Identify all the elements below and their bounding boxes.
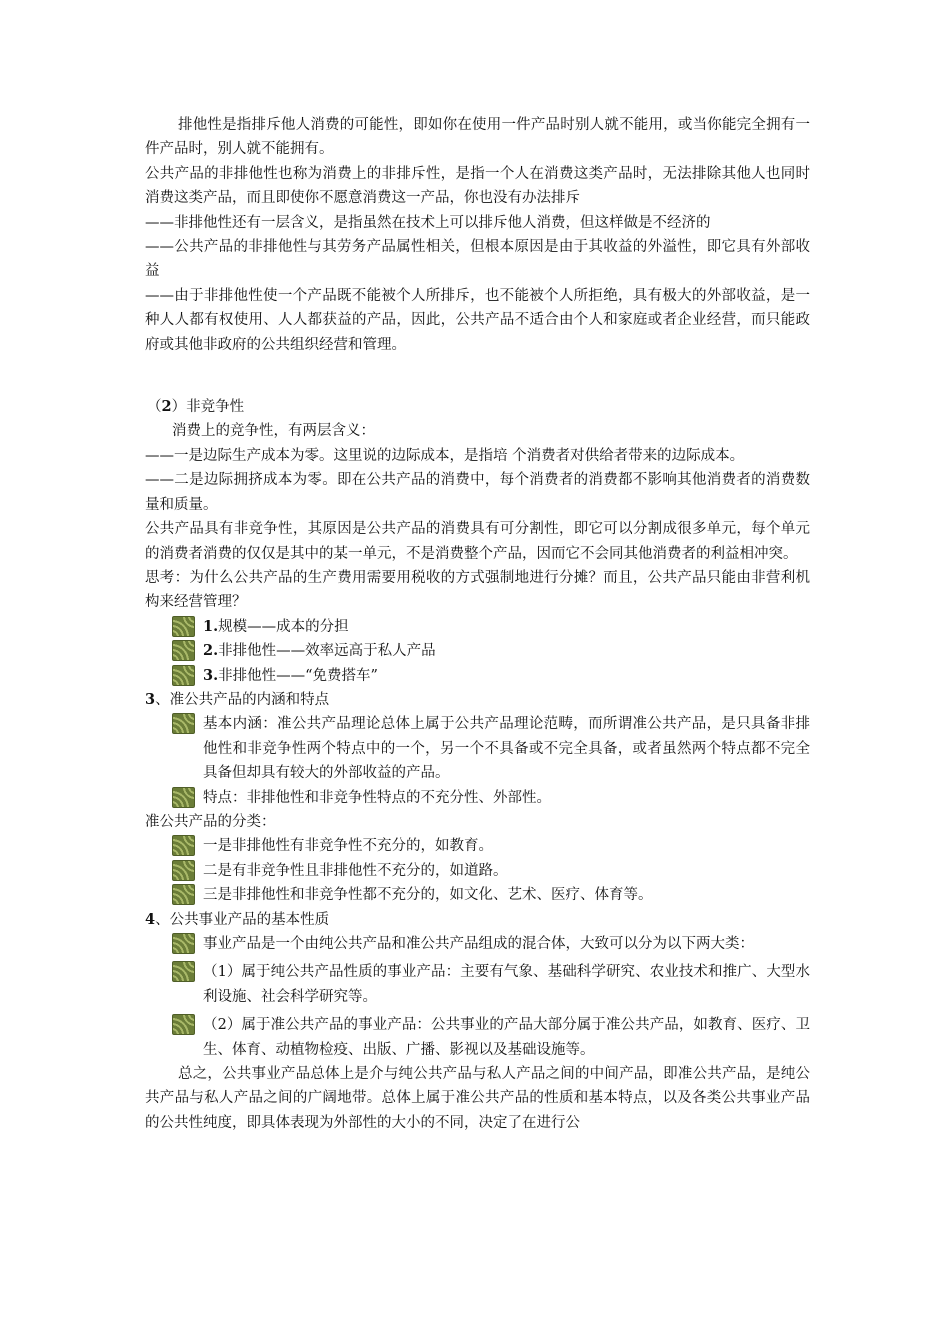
bullet-text: 特点：非排他性和非竞争性特点的不充分性、外部性。 [203,789,551,806]
green-patterned-square-icon [172,835,195,856]
heading-classification: 准公共产品的分类： [145,813,276,830]
paragraph-rivalry-intro: 消费上的竞争性，有两层含义： [172,423,375,440]
bullet-text: 二是有非竞争性且非排他性不充分的，如道路。 [203,862,508,879]
paragraph-thinking-question: 思考：为什么公共产品的生产费用需要用税收的方式强制地进行分摊？而且，公共产品只能由非营利机构来经营管理？ [145,569,810,611]
green-patterned-square-icon [172,665,195,686]
heading-number: 2 [161,398,172,416]
bullet-text [203,664,810,688]
green-patterned-square-icon [172,860,195,881]
bullet-text [203,615,810,639]
list-item [145,712,810,785]
list-item [145,615,810,639]
green-patterned-square-icon [172,640,195,661]
document-page [145,113,810,1135]
heading-non-rivalry [145,395,810,419]
paragraph-non-rivalry-reason: 公共产品具有非竞争性，其原因是公共产品的消费具有可分割性，即它可以分割成很多单元，每个单元的消费者消费的仅仅是其中的某一单元，不是消费整个产品，因而它不会同其他消费者的利益相冲突。 [145,521,810,562]
paragraph-non-exclusivity: 公共产品的非排他性也称为消费上的非排斥性，是指一个人在消费这类产品时，无法排除其他人也同时消费这类产品，而且即使你不愿意消费这一产品，你也没有办法排斥 [145,165,810,207]
green-patterned-square-icon [172,961,195,982]
list-item [145,932,810,956]
list-item [145,883,810,907]
green-patterned-square-icon [172,713,195,734]
paragraph-non-exclusivity-meaning: ——非排他性还有一层含义，是指虽然在技术上可以排斥他人消费，但这样做是不经济的 [145,214,711,231]
bullet-number: 1. [203,617,219,635]
bullet-body: 非排他性——效率远高于私人产品 [218,643,436,660]
list-item [145,1013,810,1062]
bullet-number: 3. [203,666,219,684]
paragraph-marginal-congestion-cost: ——二是边际拥挤成本为零。即在公共产品的消费中，每个消费者的消费都不影响其他消费者的消费数量和质量。 [145,472,810,513]
paragraph-marginal-production-cost: ——一是边际生产成本为零。这里说的边际成本，是指培 个消费者对供给者带来的边际成本。 [145,447,745,464]
green-patterned-square-icon [172,1014,195,1035]
heading-number: 4 [145,910,156,928]
heading-text: 、准公共产品的内涵和特点 [155,691,330,708]
green-patterned-square-icon [172,933,195,954]
heading-quasi-public-goods [145,688,810,712]
bullet-number: 2. [203,642,219,660]
heading-text: ）非竞争性 [171,399,245,416]
bullet-text: 一是非排他性有非竞争性不充分的，如教育。 [203,838,493,855]
green-patterned-square-icon [172,787,195,808]
list-item [145,639,810,663]
heading-text: 、公共事业产品的基本性质 [155,911,330,928]
list-item [145,859,810,883]
bullet-body: 规模——成本的分担 [218,618,349,635]
green-patterned-square-icon [172,884,195,905]
bullet-text: （2）属于准公共产品的事业产品：公共事业的产品大部分属于准公共产品，如教育、医疗、卫生、体育、动植物检疫、出版、广播、影视以及基础设施等。 [203,1017,810,1058]
bullet-text: （1）属于纯公共产品性质的事业产品：主要有气象、基础科学研究、农业技术和推广、大型水利设施、社会科学研究等。 [203,964,810,1005]
heading-number: 3 [145,690,156,708]
heading-prefix: （ [147,399,162,416]
paragraph-exclusivity-definition: 排他性是指排斥他人消费的可能性，即如你在使用一件产品时别人就不能用，或当你能完全拥有一件产品时，别人就不能拥有。 [145,117,810,158]
section-spacer [145,357,810,395]
heading-public-utility-products [145,908,810,932]
list-item [145,786,810,810]
bullet-body: 非排他性——“免费搭车” [218,667,378,684]
green-patterned-square-icon [172,616,195,637]
bullet-text: 基本内涵：准公共产品理论总体上属于公共产品理论范畴，而所谓准公共产品，是只具备非排他性和非竞争性两个特点中的一个，另一个不具备或不完全具备，或者虽然两个特点都不完全具备但却具有较大的外部收益的产品。 [203,716,810,782]
list-item [145,960,810,1009]
bullet-text: 三是非排他性和非竞争性都不充分的，如文化、艺术、医疗、体育等。 [203,887,653,904]
list-item [145,664,810,688]
paragraph-external-benefit: ——公共产品的非排他性与其劳务产品属性相关，但根本原因是由于其收益的外溢性，即它具有外部收益 [145,239,810,280]
list-item [145,834,810,858]
bullet-text: 事业产品是一个由纯公共产品和准公共产品组成的混合体，大致可以分为以下两大类： [203,936,754,952]
paragraph-public-operation: ——由于非排他性使一个产品既不能被个人所排斥，也不能被个人所拒绝，具有极大的外部收益，是一种人人都有权使用、人人都获益的产品，因此，公共产品不适合由个人和家庭或者企业经营，而只能政府或其他非政府的公共组织经营和管理。 [145,287,810,353]
bullet-text [203,639,810,663]
paragraph-conclusion: 总之，公共事业产品总体上是介与纯公共产品与私人产品之间的中间产品，即准公共产品，是纯公共产品与私人产品之间的广阔地带。总体上属于准公共产品的性质和基本特点，以及各类公共事业产品的公共性纯度，即具体表现为外部性的大小的不同，决定了在进行公 [145,1066,810,1131]
